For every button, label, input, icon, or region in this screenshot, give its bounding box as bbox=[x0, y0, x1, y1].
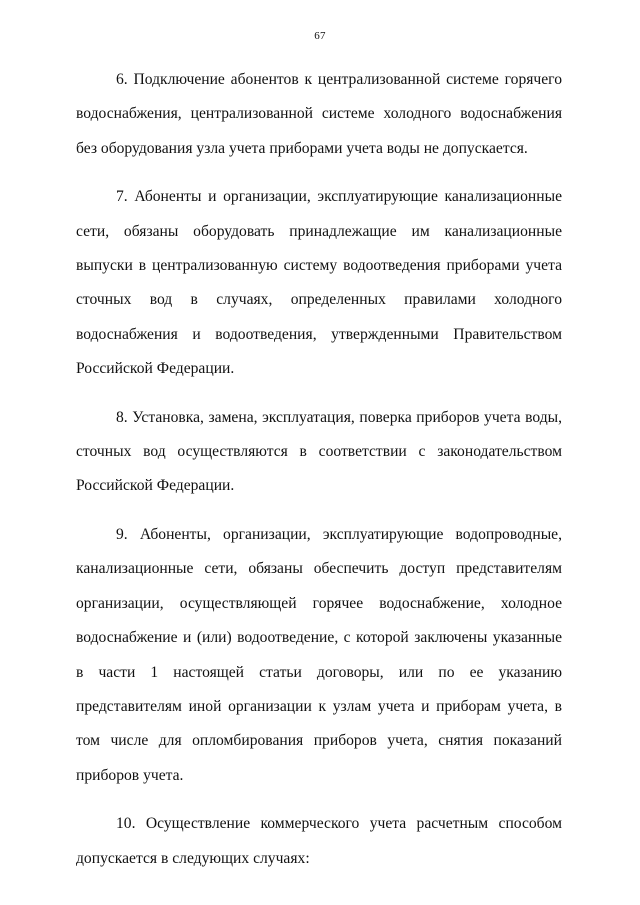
page-number: 67 bbox=[314, 30, 326, 42]
document-body bbox=[76, 63, 562, 890]
paragraph-10: 10. Осуществление коммерческого учета расчетным способом допускается в следующих случаях: bbox=[76, 815, 562, 867]
paragraph-9: 9. Абоненты, организации, эксплуатирующие водопроводные, канализационные сети, обязаны обеспечить доступ представителям организации, осуществляющей горячее водоснабжение, холодное водоснабжение и (или) водоотведение, с которой заключены указанные в части 1 настоящей статьи договоры, или по ее указанию представителям иной организации к узлам учета и приборам учета, в том числе для опломбирования приборов учета, снятия показаний приборов учета. bbox=[76, 525, 562, 784]
paragraph-8: 8. Установка, замена, эксплуатация, поверка приборов учета воды, сточных вод осуществляются в соответствии с законодательством Российской Федерации. bbox=[76, 408, 562, 495]
paragraph-7: 7. Абоненты и организации, эксплуатирующие канализационные сети, обязаны оборудовать принадлежащие им канализационные выпуски в централизованную систему водоотведения приборами учета сточных вод в случаях, определенных правилами холодного водоснабжения и водоотведения, утвержденными Правительством Российской Федерации. bbox=[76, 188, 562, 378]
paragraph-6: 6. Подключение абонентов к централизованной системе горячего водоснабжения, централизованной системе холодного водоснабжения без оборудования узла учета приборами учета воды не допускается. bbox=[76, 71, 562, 157]
